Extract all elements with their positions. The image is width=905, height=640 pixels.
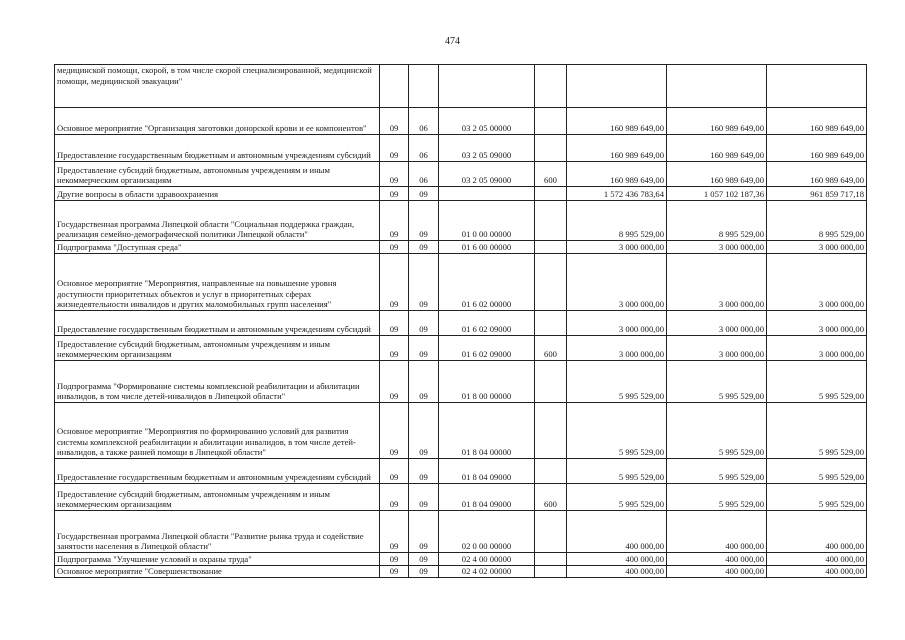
section-code: 09 bbox=[380, 135, 409, 162]
table-row bbox=[55, 254, 867, 311]
amount-year-3: 5 995 529,00 bbox=[767, 403, 867, 459]
amount-year-3: 400 000,00 bbox=[767, 553, 867, 566]
row-description: Предоставление государственным бюджетным и автономным учреждениям субсидий bbox=[55, 311, 380, 336]
section-code: 09 bbox=[380, 511, 409, 553]
amount-year-3: 400 000,00 bbox=[767, 511, 867, 553]
row-description: Предоставление субсидий бюджетным, автономным учреждениям и иным некоммерческим организациям bbox=[55, 336, 380, 361]
amount-year-2: 160 989 649,00 bbox=[667, 108, 767, 135]
table-row bbox=[55, 65, 867, 108]
row-description: Предоставление субсидий бюджетным, автономным учреждениям и иным некоммерческим организациям bbox=[55, 484, 380, 511]
amount-year-1: 3 000 000,00 bbox=[567, 311, 667, 336]
amount-year-2: 3 000 000,00 bbox=[667, 254, 767, 311]
amount-year-3: 3 000 000,00 bbox=[767, 311, 867, 336]
amount-year-3: 5 995 529,00 bbox=[767, 459, 867, 484]
table-row bbox=[55, 135, 867, 162]
amount-year-1: 160 989 649,00 bbox=[567, 162, 667, 187]
subsection-code: 09 bbox=[409, 459, 439, 484]
amount-year-2: 400 000,00 bbox=[667, 566, 767, 578]
subsection-code: 09 bbox=[409, 511, 439, 553]
amount-year-2: 5 995 529,00 bbox=[667, 403, 767, 459]
target-article-code: 01 0 00 00000 bbox=[439, 201, 535, 241]
subsection-code: 06 bbox=[409, 108, 439, 135]
subsection-code: 09 bbox=[409, 241, 439, 254]
row-description: Подпрограмма "Доступная среда" bbox=[55, 241, 380, 254]
expense-type-code bbox=[535, 311, 567, 336]
row-description: Другие вопросы в области здравоохранения bbox=[55, 187, 380, 201]
subsection-code: 06 bbox=[409, 162, 439, 187]
section-code: 09 bbox=[380, 108, 409, 135]
target-article-code: 03 2 05 00000 bbox=[439, 108, 535, 135]
amount-year-1: 160 989 649,00 bbox=[567, 135, 667, 162]
row-description: Основное мероприятие "Организация заготовки донорской крови и ее компонентов" bbox=[55, 108, 380, 135]
section-code bbox=[380, 65, 409, 108]
expense-type-code bbox=[535, 135, 567, 162]
table-row bbox=[55, 311, 867, 336]
target-article-code: 02 4 00 00000 bbox=[439, 553, 535, 566]
section-code: 09 bbox=[380, 162, 409, 187]
amount-year-2: 3 000 000,00 bbox=[667, 336, 767, 361]
section-code: 09 bbox=[380, 403, 409, 459]
table-row bbox=[55, 553, 867, 566]
subsection-code: 09 bbox=[409, 361, 439, 403]
subsection-code: 09 bbox=[409, 311, 439, 336]
row-description: Предоставление государственным бюджетным и автономным учреждениям субсидий bbox=[55, 135, 380, 162]
section-code: 09 bbox=[380, 553, 409, 566]
row-description: Подпрограмма "Формирование системы комплексной реабилитации и абилитации инвалидов, в том числе детей-инвалидов в Липецкой области" bbox=[55, 361, 380, 403]
amount-year-1: 3 000 000,00 bbox=[567, 254, 667, 311]
target-article-code: 01 6 02 09000 bbox=[439, 311, 535, 336]
table-row bbox=[55, 108, 867, 135]
amount-year-3: 3 000 000,00 bbox=[767, 254, 867, 311]
amount-year-1: 5 995 529,00 bbox=[567, 403, 667, 459]
amount-year-2: 5 995 529,00 bbox=[667, 459, 767, 484]
amount-year-3 bbox=[767, 65, 867, 108]
expense-type-code bbox=[535, 108, 567, 135]
target-article-code: 03 2 05 09000 bbox=[439, 135, 535, 162]
amount-year-1: 3 000 000,00 bbox=[567, 336, 667, 361]
table-row bbox=[55, 336, 867, 361]
expense-type-code bbox=[535, 403, 567, 459]
amount-year-1 bbox=[567, 65, 667, 108]
expense-type-code bbox=[535, 361, 567, 403]
amount-year-2: 8 995 529,00 bbox=[667, 201, 767, 241]
amount-year-1: 160 989 649,00 bbox=[567, 108, 667, 135]
amount-year-2 bbox=[667, 65, 767, 108]
target-article-code: 02 4 02 00000 bbox=[439, 566, 535, 578]
expense-type-code bbox=[535, 201, 567, 241]
section-code: 09 bbox=[380, 201, 409, 241]
amount-year-3: 5 995 529,00 bbox=[767, 361, 867, 403]
section-code: 09 bbox=[380, 336, 409, 361]
row-description: Основное мероприятие "Совершенствование bbox=[55, 566, 380, 578]
subsection-code: 06 bbox=[409, 135, 439, 162]
section-code: 09 bbox=[380, 254, 409, 311]
target-article-code: 01 8 04 09000 bbox=[439, 459, 535, 484]
page-number: 474 bbox=[445, 36, 460, 47]
expense-type-code bbox=[535, 254, 567, 311]
section-code: 09 bbox=[380, 484, 409, 511]
amount-year-2: 5 995 529,00 bbox=[667, 361, 767, 403]
target-article-code bbox=[439, 187, 535, 201]
amount-year-2: 400 000,00 bbox=[667, 553, 767, 566]
table-row bbox=[55, 162, 867, 187]
amount-year-1: 5 995 529,00 bbox=[567, 459, 667, 484]
subsection-code: 09 bbox=[409, 553, 439, 566]
expense-type-code bbox=[535, 187, 567, 201]
section-code: 09 bbox=[380, 241, 409, 254]
section-code: 09 bbox=[380, 311, 409, 336]
subsection-code: 09 bbox=[409, 566, 439, 578]
amount-year-3: 160 989 649,00 bbox=[767, 162, 867, 187]
expense-type-code bbox=[535, 241, 567, 254]
amount-year-1: 5 995 529,00 bbox=[567, 361, 667, 403]
subsection-code: 09 bbox=[409, 484, 439, 511]
row-description: Основное мероприятие "Мероприятия, направленные на повышение уровня доступности приоритетных объектов и услуг в приоритетных сферах жизнедеятельности инвалидов и других маломобильных групп населения" bbox=[55, 254, 380, 311]
table-row bbox=[55, 241, 867, 254]
amount-year-1: 400 000,00 bbox=[567, 566, 667, 578]
target-article-code: 01 8 04 00000 bbox=[439, 403, 535, 459]
amount-year-3: 160 989 649,00 bbox=[767, 135, 867, 162]
expense-type-code: 600 bbox=[535, 484, 567, 511]
table-row bbox=[55, 361, 867, 403]
expense-type-code bbox=[535, 553, 567, 566]
row-description: Основное мероприятие "Мероприятия по формированию условий для развития системы комплексной реабилитации и абилитации инвалидов, в том числе детей-инвалидов, а также ранней помощи в Липецкой области" bbox=[55, 403, 380, 459]
amount-year-2: 1 057 102 187,36 bbox=[667, 187, 767, 201]
row-description: Подпрограмма "Улучшение условий и охраны труда" bbox=[55, 553, 380, 566]
target-article-code: 02 0 00 00000 bbox=[439, 511, 535, 553]
expense-type-code bbox=[535, 459, 567, 484]
amount-year-2: 5 995 529,00 bbox=[667, 484, 767, 511]
expense-type-code bbox=[535, 566, 567, 578]
expense-type-code: 600 bbox=[535, 162, 567, 187]
table-row bbox=[55, 187, 867, 201]
subsection-code bbox=[409, 65, 439, 108]
subsection-code: 09 bbox=[409, 254, 439, 311]
table-row bbox=[55, 459, 867, 484]
table-row bbox=[55, 201, 867, 241]
target-article-code: 01 8 00 00000 bbox=[439, 361, 535, 403]
table-row bbox=[55, 566, 867, 578]
amount-year-3: 5 995 529,00 bbox=[767, 484, 867, 511]
table-row bbox=[55, 484, 867, 511]
expense-type-code bbox=[535, 511, 567, 553]
row-description: Государственная программа Липецкой области "Развитие рынка труда и содействие занятости населения в Липецкой области" bbox=[55, 511, 380, 553]
section-code: 09 bbox=[380, 187, 409, 201]
amount-year-2: 160 989 649,00 bbox=[667, 135, 767, 162]
amount-year-3: 3 000 000,00 bbox=[767, 241, 867, 254]
amount-year-3: 8 995 529,00 bbox=[767, 201, 867, 241]
amount-year-1: 1 572 436 783,64 bbox=[567, 187, 667, 201]
table-row bbox=[55, 511, 867, 553]
target-article-code: 03 2 05 09000 bbox=[439, 162, 535, 187]
row-description: медицинской помощи, скорой, в том числе скорой специализированной, медицинской помощи, медицинской эвакуации" bbox=[55, 65, 380, 108]
amount-year-2: 3 000 000,00 bbox=[667, 241, 767, 254]
section-code: 09 bbox=[380, 566, 409, 578]
amount-year-1: 5 995 529,00 bbox=[567, 484, 667, 511]
amount-year-1: 8 995 529,00 bbox=[567, 201, 667, 241]
amount-year-1: 400 000,00 bbox=[567, 553, 667, 566]
amount-year-2: 3 000 000,00 bbox=[667, 311, 767, 336]
subsection-code: 09 bbox=[409, 336, 439, 361]
expense-type-code bbox=[535, 65, 567, 108]
table-row bbox=[55, 403, 867, 459]
table-body bbox=[55, 65, 867, 578]
budget-table bbox=[54, 64, 867, 578]
target-article-code: 01 6 02 00000 bbox=[439, 254, 535, 311]
target-article-code: 01 6 00 00000 bbox=[439, 241, 535, 254]
expense-type-code: 600 bbox=[535, 336, 567, 361]
subsection-code: 09 bbox=[409, 187, 439, 201]
row-description: Государственная программа Липецкой области "Социальная поддержка граждан, реализация семейно-демографической политики Липецкой области" bbox=[55, 201, 380, 241]
target-article-code bbox=[439, 65, 535, 108]
amount-year-1: 3 000 000,00 bbox=[567, 241, 667, 254]
target-article-code: 01 8 04 09000 bbox=[439, 484, 535, 511]
amount-year-2: 400 000,00 bbox=[667, 511, 767, 553]
amount-year-2: 160 989 649,00 bbox=[667, 162, 767, 187]
amount-year-1: 400 000,00 bbox=[567, 511, 667, 553]
amount-year-3: 961 859 717,18 bbox=[767, 187, 867, 201]
target-article-code: 01 6 02 09000 bbox=[439, 336, 535, 361]
section-code: 09 bbox=[380, 361, 409, 403]
row-description: Предоставление государственным бюджетным и автономным учреждениям субсидий bbox=[55, 459, 380, 484]
amount-year-3: 160 989 649,00 bbox=[767, 108, 867, 135]
amount-year-3: 400 000,00 bbox=[767, 566, 867, 578]
row-description: Предоставление субсидий бюджетным, автономным учреждениям и иным некоммерческим организациям bbox=[55, 162, 380, 187]
amount-year-3: 3 000 000,00 bbox=[767, 336, 867, 361]
subsection-code: 09 bbox=[409, 201, 439, 241]
section-code: 09 bbox=[380, 459, 409, 484]
subsection-code: 09 bbox=[409, 403, 439, 459]
